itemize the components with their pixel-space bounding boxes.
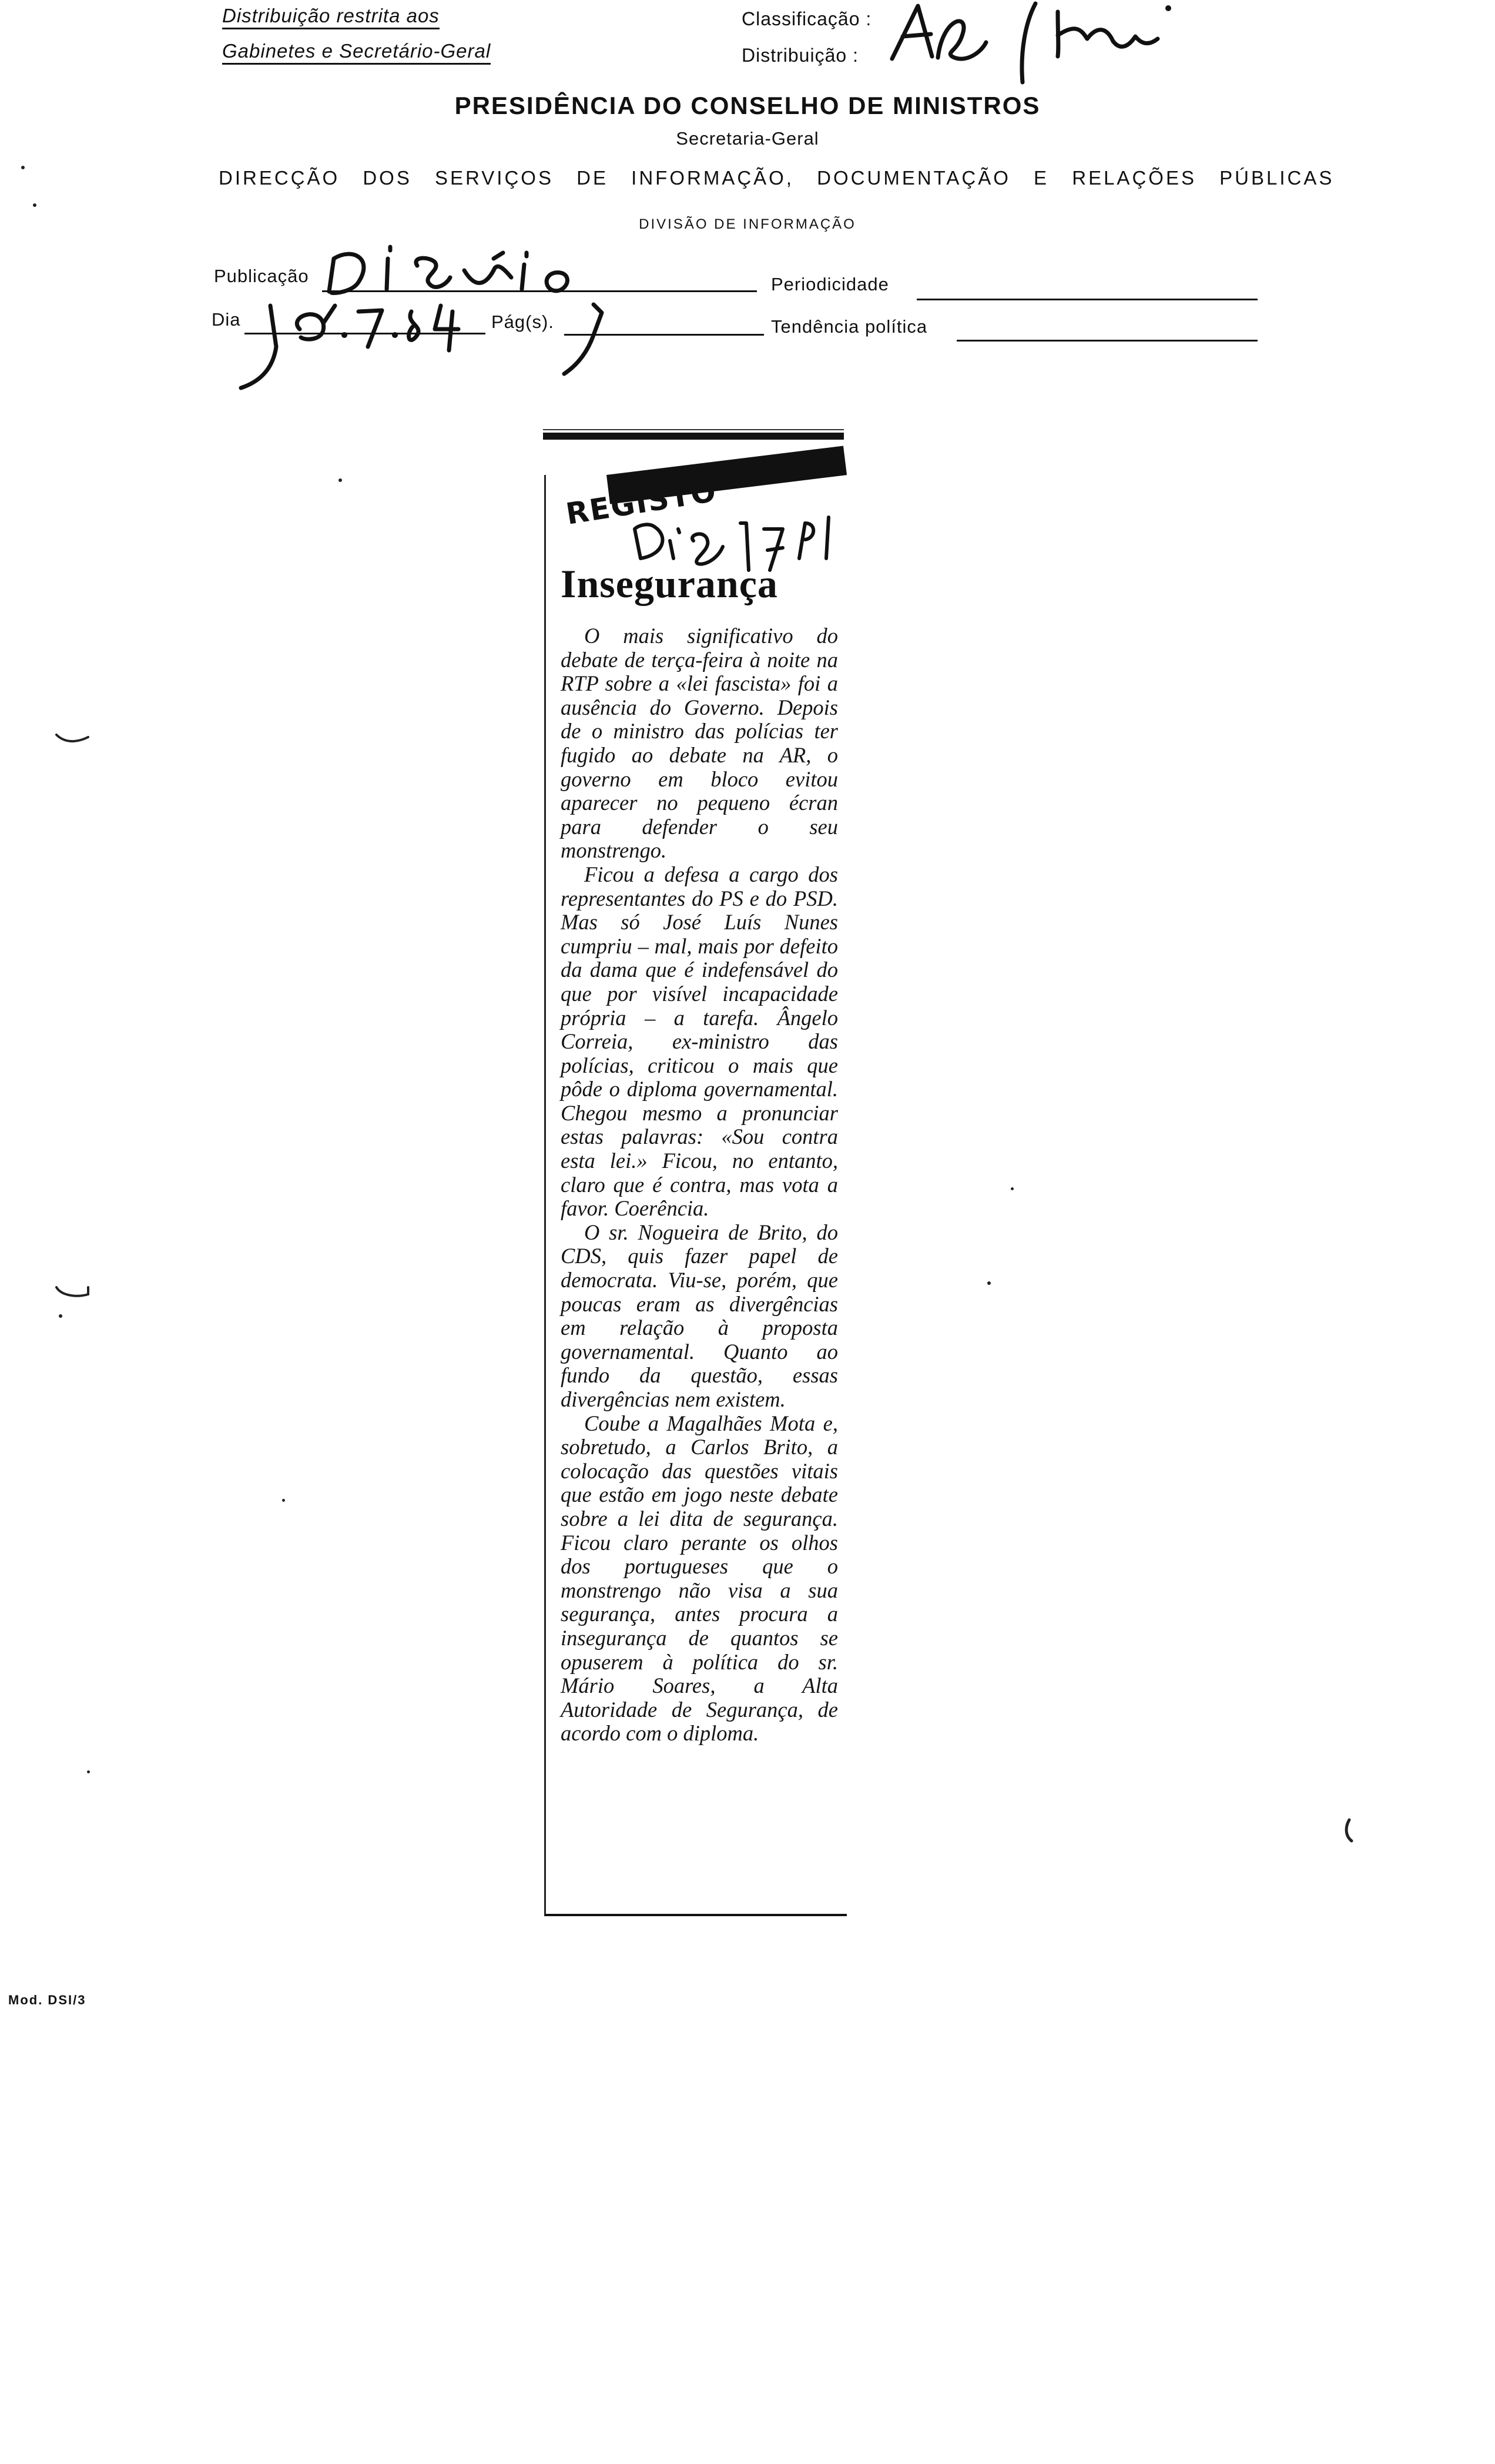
- scan-speck: [33, 203, 36, 207]
- publicacao-handwritten: [317, 235, 588, 300]
- article-headline: Insegurança: [561, 561, 778, 606]
- directorate-title: DIRECÇÃO DOS SERVIÇOS DE INFORMAÇÃO, DOCUMENTAÇÃO E RELAÇÕES PÚBLICAS: [219, 167, 1335, 189]
- classificacao-label: Classificação :: [742, 8, 872, 29]
- article-paragraph: O sr. Nogueira de Brito, do CDS, quis fazer papel de democrata. Viu-se, porém, que poucas eram as divergências em relação à proposta governamental. Quanto ao fundo da questão, essas divergências nem existem.: [561, 1220, 838, 1411]
- article-paragraph: O mais significativo do debate de terça-feira à noite na RTP sobre a «lei fascista» foi a ausência do Governo. Depois de o ministro das polícias ter fugido ao debate na AR, o governo em bloco evitou aparecer no pequeno écran para defender o seu monstrengo.: [561, 624, 838, 863]
- scan-speck: [987, 1281, 991, 1285]
- publicacao-label: Publicação: [214, 266, 309, 286]
- division-title: DIVISÃO DE INFORMAÇÃO: [639, 216, 856, 232]
- pags-label: Pág(s).: [491, 312, 554, 332]
- distribution-note-line2: Gabinetes e Secretário-Geral: [222, 40, 491, 62]
- scan-speck: [21, 166, 25, 169]
- article-paragraph: Ficou a defesa a cargo dos representantes do PS e do PSD. Mas só José Luís Nunes cumpriu – mal, mais por defeito da dama que é indefensável do que por visível incapacidade própria – a tarefa. Ângelo Correia, ex-ministro das polícias, criticou o mais que pôde o diploma governamental. Chegou mesmo a pronunciar estas palavras: «Sou contra esta lei.» Ficou, no entanto, claro que é contra, mas vota a favor. Coerência.: [561, 862, 838, 1221]
- tendencia-label: Tendência política: [771, 316, 928, 337]
- margin-mark: [53, 1280, 94, 1304]
- periodicidade-line: [917, 299, 1258, 300]
- handwritten-classification: [881, 0, 1187, 88]
- article-top-bar: [543, 433, 844, 440]
- article-body: [561, 624, 838, 1746]
- article-paragraph: Coube a Magalhães Mota e, sobretudo, a Carlos Brito, a colocação das questões vitais que estão em jogo neste debate sobre a lei dita de segurança. Ficou claro perante os olhos dos portugueses que o monstrengo não visa a sua segurança, antes procura a insegurança de quantos se opuserem à política do sr. Mário Soares, a Alta Autoridade de Segurança, de acordo com o diploma.: [561, 1411, 838, 1746]
- scan-speck: [1011, 1187, 1014, 1190]
- registo-stamp: REGISTO: [564, 474, 719, 531]
- margin-mark: [1340, 1816, 1357, 1846]
- scan-speck: [282, 1499, 285, 1502]
- scan-speck: [59, 1314, 62, 1318]
- presidency-title: PRESIDÊNCIA DO CONSELHO DE MINISTROS: [454, 92, 1041, 119]
- periodicidade-label: Periodicidade: [771, 274, 889, 294]
- dia-handwritten: [235, 294, 482, 394]
- form-code: Mod. DSI/3: [8, 1993, 86, 2007]
- tendencia-line: [957, 340, 1258, 342]
- article-top-rule: [543, 429, 844, 430]
- distribution-note-line1: Distribuição restrita aos: [222, 5, 440, 27]
- secretariat-subtitle: Secretaria-Geral: [676, 128, 819, 149]
- scan-speck: [87, 1770, 90, 1773]
- pags-handwritten: [552, 299, 635, 381]
- scan-speck: [338, 478, 342, 482]
- distribuicao-label: Distribuição :: [742, 45, 859, 66]
- margin-mark: [53, 729, 94, 746]
- dia-label: Dia: [212, 309, 241, 330]
